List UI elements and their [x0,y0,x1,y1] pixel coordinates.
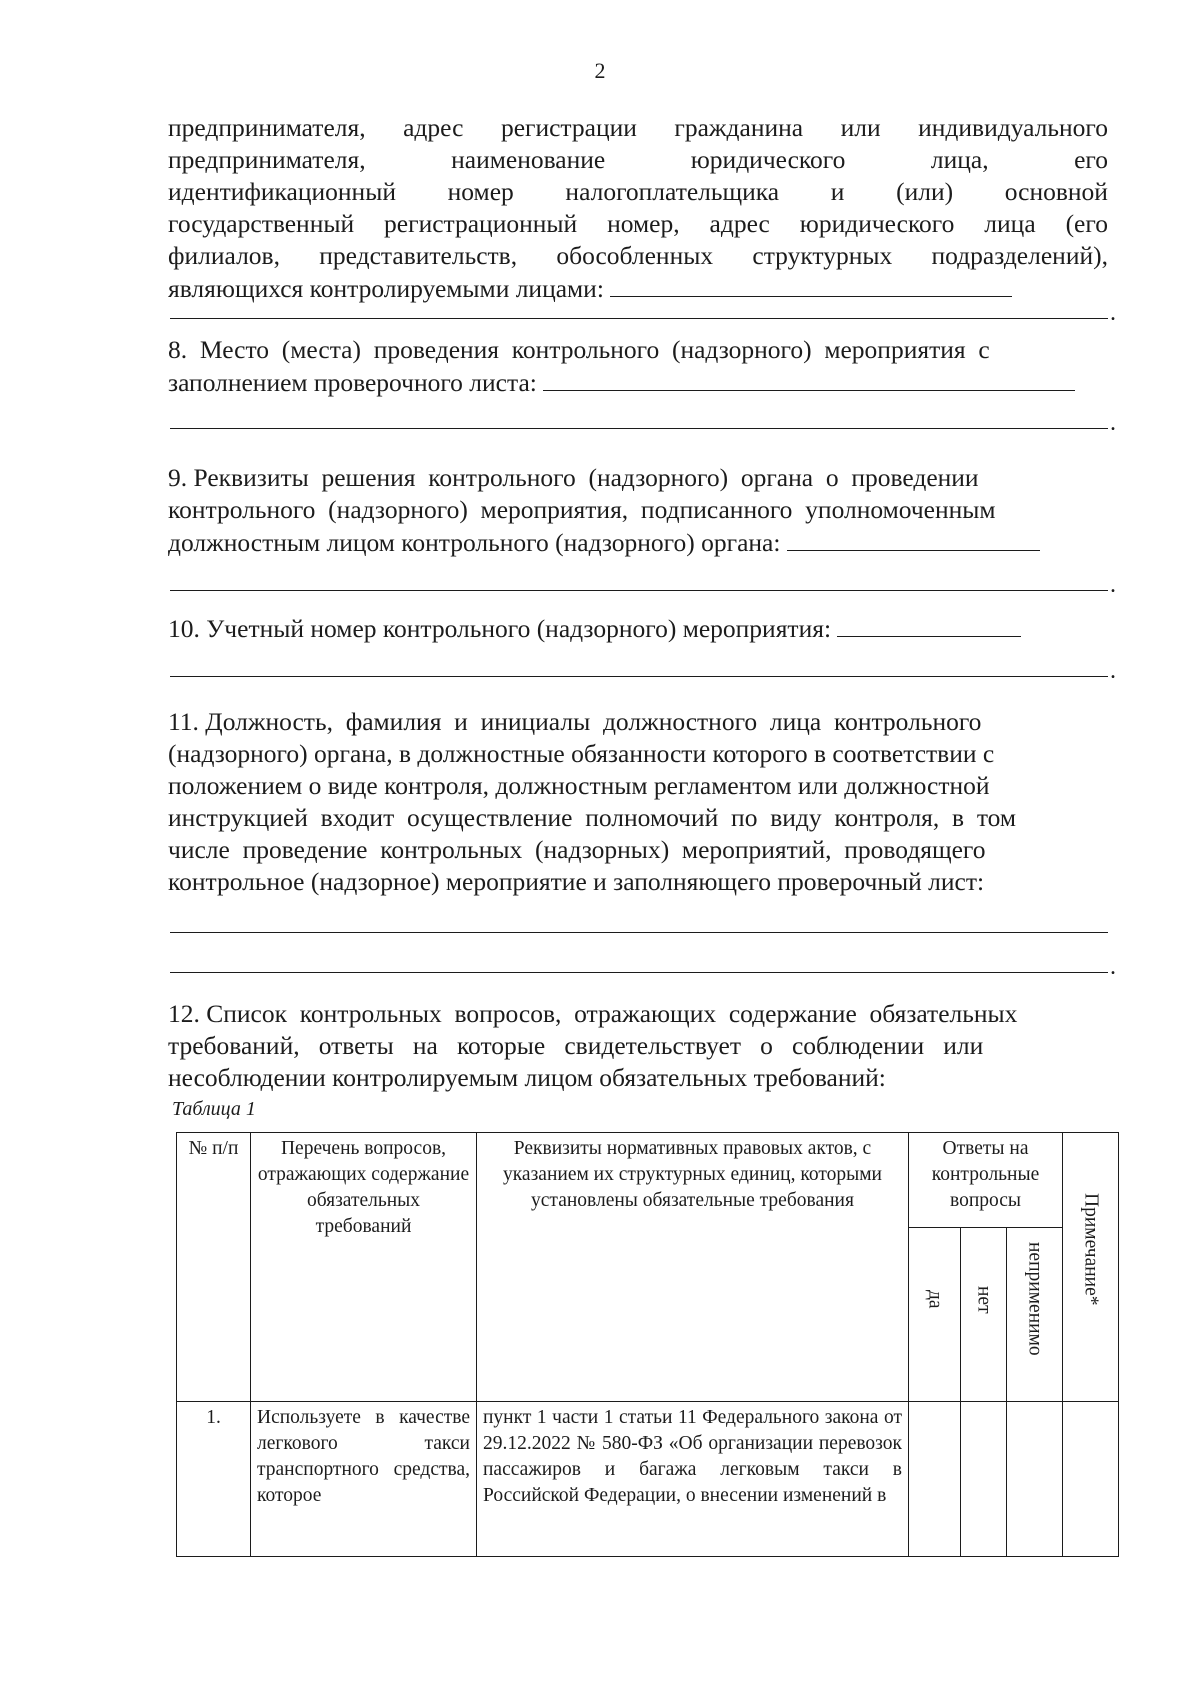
item8-paragraph [168,334,1108,399]
item11-line-2: (надзорного) органа, в должностные обязанности которого в соответствии с [168,739,995,768]
block7-line-6: являющихся контролируемыми лицами: [168,272,1108,305]
table-header-row [177,1133,1119,1228]
item11-line-1: 11. Должность, фамилия и инициалы должностного лица контрольного [168,707,982,736]
row-question: Используете в качестве легкового такси транспортного средства, которое [251,1402,477,1557]
header-note: Примечание* [1080,1193,1102,1306]
header-note-cell [1063,1133,1119,1402]
table-caption: Таблица 1 [172,1098,256,1120]
inspection-place-field[interactable] [543,366,1075,391]
header-answers: Ответы на контрольные вопросы [909,1133,1063,1228]
block7-line-5: филиалов, представительств, обособленных структурных подразделений), [168,241,1108,270]
block7-line-4: государственный регистрационный номер, адрес юридического лица (его [168,209,1108,238]
row-num: 1. [177,1402,251,1557]
item10-paragraph [168,612,1108,645]
page-number: 2 [594,58,606,83]
item11-paragraph [168,706,1108,898]
header-no-cell [961,1228,1007,1402]
block7-line-1: предпринимателя, адрес регистрации гражданина или индивидуального [168,113,1108,142]
item10-line-1: 10. Учетный номер контрольного (надзорного) мероприятия: [168,612,1108,645]
block7-line-3: идентификационный номер налогоплательщика и (или) основной [168,177,1108,206]
decision-requisites-field[interactable] [787,526,1040,551]
header-na-cell [1007,1228,1063,1402]
header-num: № п/п [177,1133,251,1402]
item12-line-1: 12. Список контрольных вопросов, отражающих содержание обязательных [168,999,1018,1028]
line-end-dot: . [1110,572,1116,598]
registration-number-field[interactable] [837,612,1021,637]
answer-no-cell[interactable] [961,1402,1007,1557]
decision-requisites-field-line-2[interactable] [170,590,1108,591]
block7-paragraph [168,112,1108,305]
item9-line-3: должностным лицом контрольного (надзорного) органа: [168,526,1108,559]
item9-paragraph [168,462,1108,559]
header-yes: да [924,1290,946,1309]
item9-line-1: 9. Реквизиты решения контрольного (надзорного) органа о проведении [168,463,979,492]
item9-line-2: контрольного (надзорного) мероприятия, подписанного уполномоченным [168,495,996,524]
header-requisites: Реквизиты нормативных правовых актов, с указанием их структурных единиц, которыми установлены обязательные требования [477,1133,909,1402]
checklist-table [176,1132,1119,1557]
item11-line-5: числе проведение контрольных (надзорных) мероприятий, проводящего [168,835,986,864]
item8-line-2: заполнением проверочного листа: [168,366,1108,399]
controlled-persons-field[interactable] [610,272,1012,297]
block7-line-2: предпринимателя, наименование юридического лица, его [168,145,1108,174]
header-yes-cell [909,1228,961,1402]
answer-na-cell[interactable] [1007,1402,1063,1557]
line-end-dot: . [1110,954,1116,980]
item11-line-4: инструкцией входит осуществление полномочий по виду контроля, в том [168,803,1017,832]
item12-paragraph [168,998,1108,1094]
line-end-dot: . [1110,410,1116,436]
item11-line-3: положением о виде контроля, должностным регламентом или должностной [168,771,990,800]
line-end-dot: . [1110,300,1116,326]
note-cell[interactable] [1063,1402,1119,1557]
table-row [177,1402,1119,1557]
item12-line-3: несоблюдении контролируемым лицом обязательных требований: [168,1063,886,1092]
header-na: неприменимо [1024,1242,1046,1356]
item11-line-6: контрольное (надзорное) мероприятие и заполняющего проверочный лист: [168,867,985,896]
item12-line-2: требований, ответы на которые свидетельствует о соблюдении или [168,1031,984,1060]
item8-line-1: 8. Место (места) проведения контрольного (надзорного) мероприятия с [168,335,990,364]
header-questions: Перечень вопросов, отражающих содержание обязательных требований [251,1133,477,1402]
registration-number-field-line-2[interactable] [170,676,1108,677]
answer-yes-cell[interactable] [909,1402,961,1557]
official-field-line-2[interactable] [170,972,1108,973]
row-requisites: пункт 1 части 1 статьи 11 Федерального закона от 29.12.2022 № 580-ФЗ «Об организации перевозок пассажиров и багажа легковым такси в Российской Федерации, о внесении изменений в [477,1402,909,1557]
official-field-line-1[interactable] [170,932,1108,933]
line-end-dot: . [1110,658,1116,684]
controlled-persons-field-line-2[interactable] [170,318,1108,319]
inspection-place-field-line-2[interactable] [170,428,1108,429]
header-no: нет [973,1286,995,1314]
